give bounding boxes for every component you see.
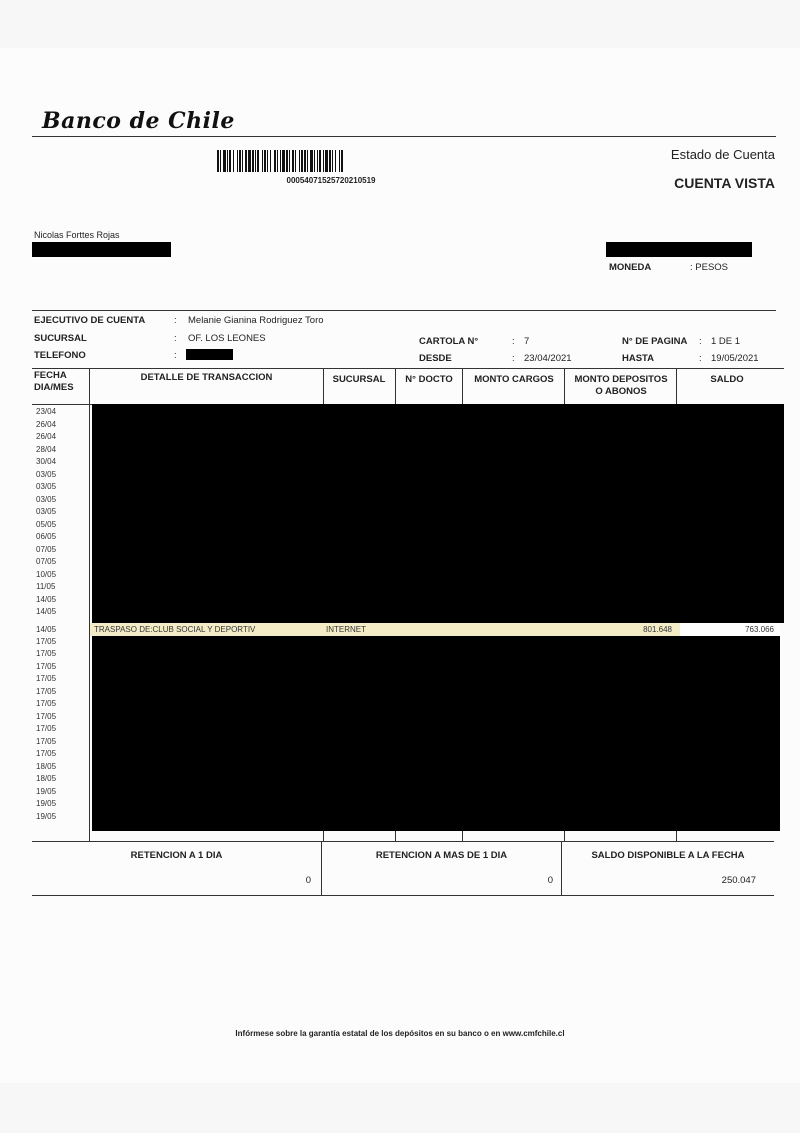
- summary-bottom-border: [32, 895, 774, 896]
- available-balance-value: 250.047: [721, 875, 756, 886]
- executive-value: Melanie Gianina Rodriguez Toro: [188, 315, 324, 326]
- page-value: 1 DE 1: [711, 336, 741, 347]
- to-value: 19/05/2021: [711, 353, 759, 364]
- currency-value: : PESOS: [690, 262, 729, 273]
- date-cell: 19/05: [36, 812, 57, 821]
- date-cell: 14/05: [36, 607, 57, 616]
- highlighted-deposit: 801.648: [643, 625, 672, 634]
- header-date-l1: FECHA: [34, 370, 67, 381]
- bank-logo: Banco de Chile: [42, 108, 235, 134]
- currency-label: MONEDA: [609, 262, 652, 273]
- highlighted-detail: TRASPASO DE:CLUB SOCIAL Y DEPORTIV: [94, 625, 256, 634]
- document-type: Estado de Cuenta: [670, 147, 775, 162]
- redacted-transactions-top: [92, 404, 784, 623]
- date-cell: 17/05: [36, 749, 57, 758]
- date-cell: 17/05: [36, 674, 57, 683]
- branch-value: OF. LOS LEONES: [188, 333, 266, 344]
- barcode-number: 00054071525720210519: [286, 176, 376, 185]
- from-label: DESDE: [419, 353, 452, 364]
- header-doc: N° DOCTO: [405, 374, 453, 385]
- date-cell: 14/05: [36, 595, 57, 604]
- from-value: 23/04/2021: [524, 353, 572, 364]
- colon: :: [699, 336, 702, 347]
- colon: :: [699, 353, 702, 364]
- date-cell: 18/05: [36, 774, 57, 783]
- customer-name: Nicolas Forttes Rojas: [34, 230, 120, 240]
- account-type: CUENTA VISTA: [674, 175, 775, 191]
- date-cell: 10/05: [36, 570, 57, 579]
- date-cell: 07/05: [36, 545, 57, 554]
- colon: :: [174, 315, 177, 326]
- header-detail: DETALLE DE TRANSACCION: [140, 372, 273, 383]
- date-cell: 17/05: [36, 737, 57, 746]
- to-label: HASTA: [622, 353, 655, 364]
- date-cell: 19/05: [36, 799, 57, 808]
- redacted-phone: [186, 349, 233, 360]
- date-cell: 11/05: [36, 582, 56, 591]
- header-balance: SALDO: [710, 374, 744, 385]
- date-cell: 17/05: [36, 662, 57, 671]
- barcode: [217, 150, 445, 172]
- date-cell: 17/05: [36, 649, 57, 658]
- date-cell: 07/05: [36, 557, 57, 566]
- branch-label: SUCURSAL: [34, 333, 87, 344]
- header-deposits-l1: MONTO DEPOSITOS: [574, 374, 668, 385]
- colon: :: [174, 333, 177, 344]
- date-cell: 23/04: [36, 407, 57, 416]
- statement-label: CARTOLA N°: [419, 336, 479, 347]
- date-cell: 03/05: [36, 470, 57, 479]
- retention-more-value: 0: [547, 875, 553, 886]
- retention-more-label: RETENCION A MAS DE 1 DIA: [375, 850, 508, 861]
- table-top-border: [32, 368, 784, 369]
- date-cell: 30/04: [36, 457, 57, 466]
- colon: :: [512, 336, 515, 347]
- available-balance-label: SALDO DISPONIBLE A LA FECHA: [591, 850, 745, 861]
- highlighted-balance: 763.066: [745, 625, 774, 634]
- date-cell: 17/05: [36, 637, 57, 646]
- redacted-account-number: [606, 242, 752, 257]
- phone-label: TELEFONO: [34, 350, 86, 361]
- date-cell: 26/04: [36, 420, 57, 429]
- date-cell: 05/05: [36, 520, 57, 529]
- date-cell: 03/05: [36, 482, 57, 491]
- date-cell: 18/05: [36, 762, 57, 771]
- colon: :: [174, 350, 177, 361]
- header-divider: [32, 136, 776, 137]
- info-top-divider: [32, 310, 776, 311]
- highlighted-branch: INTERNET: [326, 625, 366, 634]
- summary-top-border: [32, 841, 774, 842]
- retention-1-label: RETENCION A 1 DIA: [130, 850, 223, 861]
- page-label: N° DE PAGINA: [622, 336, 688, 347]
- executive-label: EJECUTIVO DE CUENTA: [34, 315, 146, 326]
- redacted-address: [32, 242, 171, 257]
- date-cell: 26/04: [36, 432, 57, 441]
- date-cell: 17/05: [36, 712, 57, 721]
- header-date-l2: DIA/MES: [34, 382, 74, 393]
- header-branch: SUCURSAL: [332, 374, 386, 385]
- date-cell: 03/05: [36, 507, 57, 516]
- header-deposits-l2: O ABONOS: [595, 386, 647, 397]
- colon: :: [512, 353, 515, 364]
- date-cell: 03/05: [36, 495, 57, 504]
- col-divider: [89, 368, 90, 841]
- footer-disclaimer: Infórmese sobre la garantía estatal de los depósitos en su banco o en www.cmfchile.cl: [235, 1029, 565, 1038]
- header-charges: MONTO CARGOS: [474, 374, 554, 385]
- redacted-transactions-bottom: [92, 636, 780, 831]
- date-cell: 17/05: [36, 687, 57, 696]
- date-cell: 28/04: [36, 445, 57, 454]
- highlighted-date: 14/05: [36, 625, 57, 634]
- statement-value: 7: [524, 336, 530, 347]
- retention-1-value: 0: [305, 875, 311, 886]
- date-cell: 17/05: [36, 699, 57, 708]
- date-cell: 17/05: [36, 724, 57, 733]
- date-cell: 06/05: [36, 532, 57, 541]
- date-cell: 19/05: [36, 787, 57, 796]
